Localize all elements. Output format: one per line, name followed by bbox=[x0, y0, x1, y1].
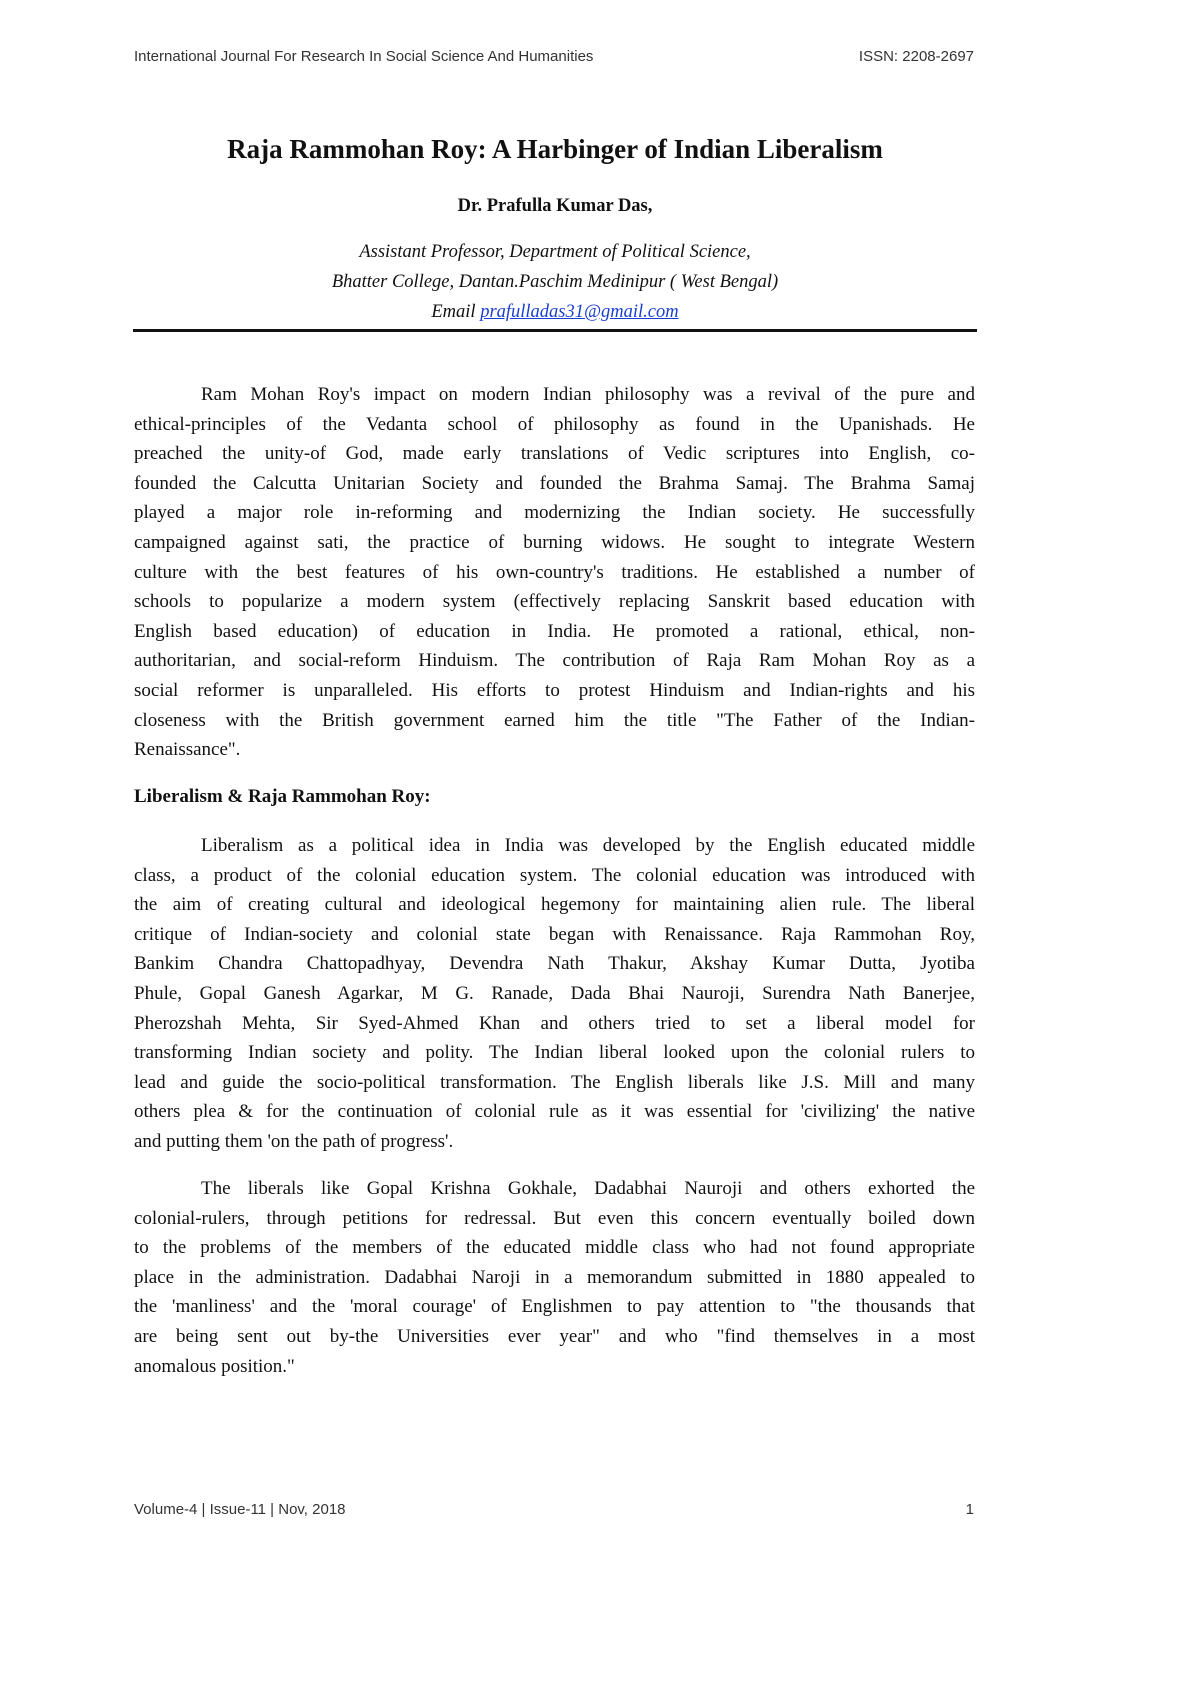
affiliation-line-2: Bhatter College, Dantan.Paschim Medinipur ( West Bengal) bbox=[331, 272, 779, 292]
text-line: the 'manliness' and the 'moral courage' of Englishmen to pay attention to "the thousands that bbox=[134, 1296, 975, 1318]
text-line: English based education) of education in India. He promoted a rational, ethical, non- bbox=[134, 620, 975, 642]
paper-title: Raja Rammohan Roy: A Harbinger of Indian Liberalism bbox=[227, 134, 883, 164]
text-line: campaigned against sati, the practice of burning widows. He sought to integrate Western bbox=[134, 531, 975, 553]
text-line: Ram Mohan Roy's impact on modern Indian philosophy was a revival of the pure and bbox=[201, 384, 975, 405]
text-line: schools to popularize a modern system (effectively replacing Sanskrit based education with bbox=[134, 591, 975, 613]
text-line: played a major role in-reforming and modernizing the Indian society. He successfully bbox=[134, 502, 975, 524]
text-line: social reformer is unparalleled. His efforts to protest Hinduism and Indian-rights and his bbox=[134, 679, 975, 701]
paragraph-3 bbox=[134, 1174, 975, 1381]
section-heading: Liberalism & Raja Rammohan Roy: bbox=[134, 786, 431, 807]
text-line: Phule, Gopal Ganesh Agarkar, M G. Ranade, Dada Bhai Nauroji, Surendra Nath Banerjee, bbox=[134, 982, 975, 1004]
journal-name: International Journal For Research In Social Science And Humanities bbox=[134, 48, 594, 65]
text-line: authoritarian, and social-reform Hinduism. The contribution of Raja Ram Mohan Roy as a bbox=[134, 650, 975, 672]
text-line: Pherozshah Mehta, Sir Syed-Ahmed Khan and others tried to set a liberal model for bbox=[134, 1012, 975, 1034]
text-line: critique of Indian-society and colonial state began with Renaissance. Raja Rammohan Roy, bbox=[134, 923, 975, 945]
page-number: 1 bbox=[965, 1501, 974, 1518]
text-line: and putting them 'on the path of progress'. bbox=[134, 1130, 454, 1152]
paragraph-2 bbox=[134, 831, 975, 1157]
text-line: the aim of creating cultural and ideological hegemony for maintaining alien rule. The liberal bbox=[134, 894, 975, 916]
text-line: preached the unity-of God, made early translations of Vedic scriptures into English, co- bbox=[134, 443, 975, 465]
text-line: Liberalism as a political idea in India was developed by the English educated middle bbox=[201, 835, 975, 856]
email-line bbox=[0, 302, 1110, 323]
text-line: class, a product of the colonial education system. The colonial education was introduced with bbox=[134, 864, 975, 886]
paragraph-1 bbox=[134, 380, 975, 765]
email-link[interactable]: prafulladas31@gmail.com bbox=[480, 302, 679, 322]
email-label: Email bbox=[431, 302, 476, 322]
text-line: The liberals like Gopal Krishna Gokhale, Dadabhai Nauroji and others exhorted the bbox=[201, 1178, 975, 1199]
affiliation-line-1: Assistant Professor, Department of Political Science, bbox=[359, 242, 751, 262]
issue-info: Volume-4 | Issue-11 | Nov, 2018 bbox=[134, 1501, 346, 1518]
text-line: founded the Calcutta Unitarian Society and founded the Brahma Samaj. The Brahma Samaj bbox=[134, 472, 975, 494]
text-line: are being sent out by-the Universities ever year" and who "find themselves in a most bbox=[134, 1325, 975, 1347]
text-line: place in the administration. Dadabhai Naroji in a memorandum submitted in 1880 appealed to bbox=[134, 1266, 975, 1288]
text-line: colonial-rulers, through petitions for redressal. But even this concern eventually boiled down bbox=[134, 1207, 975, 1229]
header-divider bbox=[133, 329, 977, 332]
text-line: closeness with the British government earned him the title "The Father of the Indian- bbox=[134, 709, 975, 731]
text-line: Renaissance". bbox=[134, 739, 241, 761]
author-name: Dr. Prafulla Kumar Das, bbox=[457, 196, 653, 216]
text-line: others plea & for the continuation of colonial rule as it was essential for 'civilizing' the native bbox=[134, 1101, 975, 1123]
text-line: transforming Indian society and polity. The Indian liberal looked upon the colonial rulers to bbox=[134, 1042, 975, 1064]
issn: ISSN: 2208-2697 bbox=[858, 48, 974, 65]
text-line: ethical-principles of the Vedanta school of philosophy as found in the Upanishads. He bbox=[134, 413, 975, 435]
text-line: Bankim Chandra Chattopadhyay, Devendra Nath Thakur, Akshay Kumar Dutta, Jyotiba bbox=[134, 953, 975, 975]
text-line: culture with the best features of his own-country's traditions. He established a number of bbox=[134, 561, 975, 583]
text-line: to the problems of the members of the educated middle class who had not found appropriate bbox=[134, 1237, 975, 1259]
text-line: anomalous position." bbox=[134, 1355, 295, 1377]
text-line: lead and guide the socio-political transformation. The English liberals like J.S. Mill and many bbox=[134, 1071, 975, 1093]
